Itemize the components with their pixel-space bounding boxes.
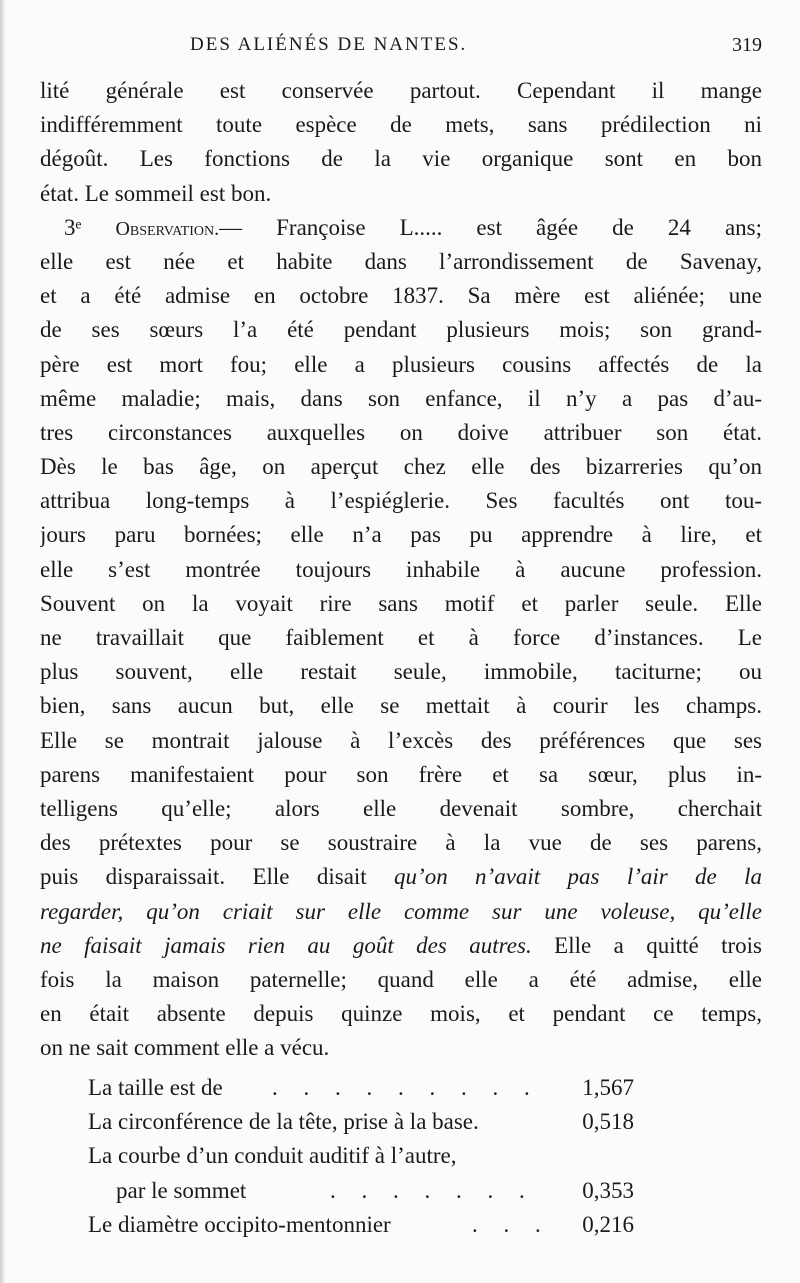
- text-run: puis disparaissait. Elle disait: [40, 864, 395, 890]
- italic-quote: regarder, qu’on criait sur elle comme sur une voleuse, qu’elle: [40, 898, 762, 924]
- observation-heading: Observation.: [115, 217, 220, 240]
- text-line: indifféremment toute espèce de mets, sans prédilection ni: [40, 112, 762, 138]
- text-line: même maladie; mais, dans son enfance, il n’y a pas d’au-: [40, 385, 762, 411]
- measurement-value: 0,353: [582, 1177, 634, 1203]
- text-line: en était absente depuis quinze mois, et pendant ce temps,: [40, 1001, 762, 1027]
- measurement-value: 0,518: [582, 1109, 634, 1135]
- text-line: jours paru bornées; elle n’a pas pu apprendre à lire, et: [40, 522, 762, 548]
- text-line-italic: [40, 895, 762, 929]
- text-line: bien, sans aucun but, elle se mettait à courir les champs.: [40, 693, 762, 719]
- text-line: Elle se montrait jalouse à l’excès des préférences que ses: [40, 727, 762, 753]
- observation-heading-line: [40, 211, 762, 245]
- text-line: des prétextes pour se soustraire à la vue de ses parens,: [40, 830, 762, 856]
- text-line: état. Le sommeil est bon.: [40, 180, 272, 206]
- measurement-value: 1,567: [582, 1075, 634, 1100]
- page-header: [40, 34, 762, 64]
- leader-dots: . . . . . . . . .: [272, 1075, 540, 1100]
- measurement-label: La taille est de: [88, 1075, 223, 1100]
- text-line: elle est née et habite dans l’arrondissement de Savenay,: [40, 248, 762, 274]
- text-line: de ses sœurs l’a été pendant plusieurs mois; son grand-: [40, 317, 762, 343]
- measurement-label: par le sommet: [116, 1177, 247, 1203]
- measurement-row: [40, 1143, 762, 1177]
- measurement-row: [40, 1178, 762, 1212]
- measurement-label: Le diamètre occipito-mentonnier: [88, 1211, 391, 1237]
- text-line-mixed: [40, 929, 762, 963]
- text-line: et a été admise en octobre 1837. Sa mère est aliénée; une: [40, 283, 762, 309]
- running-head: DES ALIÉNÉS DE NANTES.: [190, 34, 468, 55]
- page-number: 319: [732, 34, 762, 56]
- text-line: Dès le bas âge, on aperçut chez elle des bizarreries qu’on: [40, 454, 762, 480]
- text-line: dégoût. Les fonctions de la vie organique sont en bon: [40, 146, 762, 172]
- body-text: [40, 74, 762, 1065]
- measurement-row: [40, 1075, 762, 1109]
- text-line: on ne sait comment elle a vécu.: [40, 1035, 330, 1061]
- text-line: Souvent on la voyait rire sans motif et parler seule. Elle: [40, 590, 762, 616]
- text-run: Elle a quitté trois: [531, 932, 762, 958]
- text-line: telligens qu’elle; alors elle devenait sombre, cherchait: [40, 795, 762, 821]
- text-line: attribua long-temps à l’espiéglerie. Ses facultés ont tou-: [40, 488, 762, 514]
- measurement-row: [40, 1212, 762, 1246]
- text-line-mixed: [40, 860, 762, 894]
- leader-dots: . . . . . . .: [330, 1177, 535, 1203]
- measurements-table: [40, 1075, 762, 1246]
- text-line: plus souvent, elle restait seule, immobile, taciturne; ou: [40, 659, 762, 685]
- text-line: fois la maison paternelle; quand elle a été admise, elle: [40, 966, 762, 992]
- text-line: lité générale est conservée partout. Cependant il mange: [40, 78, 762, 103]
- measurement-value: 0,216: [582, 1211, 634, 1237]
- text-line: père est mort fou; elle a plusieurs cousins affectés de la: [40, 351, 762, 377]
- italic-quote: qu’on n’avait pas l’air de la: [394, 864, 762, 890]
- measurement-label: La courbe d’un conduit auditif à l’autre,: [88, 1143, 457, 1169]
- italic-quote: ne faisait jamais rien au goût des autres.: [40, 932, 532, 958]
- observation-dash: —: [219, 214, 243, 240]
- text-line: elle s’est montrée toujours inhabile à aucune profession.: [40, 556, 762, 582]
- text-line: tres circonstances auxquelles on doive attribuer son état.: [40, 419, 762, 445]
- leader-dots: . . .: [472, 1211, 551, 1237]
- measurement-label: La circonférence de la tête, prise à la base.: [88, 1109, 479, 1135]
- page-gutter-shadow: [0, 0, 6, 1283]
- text-line: parens manifestaient pour son frère et sa sœur, plus in-: [40, 761, 762, 787]
- observation-number: 3ᵉ: [64, 214, 82, 240]
- text-line: ne travaillait que faiblement et à force d’instances. Le: [40, 625, 762, 650]
- measurement-row: [40, 1109, 762, 1143]
- observation-first-line: Françoise L..... est âgée de 24 ans;: [276, 214, 762, 240]
